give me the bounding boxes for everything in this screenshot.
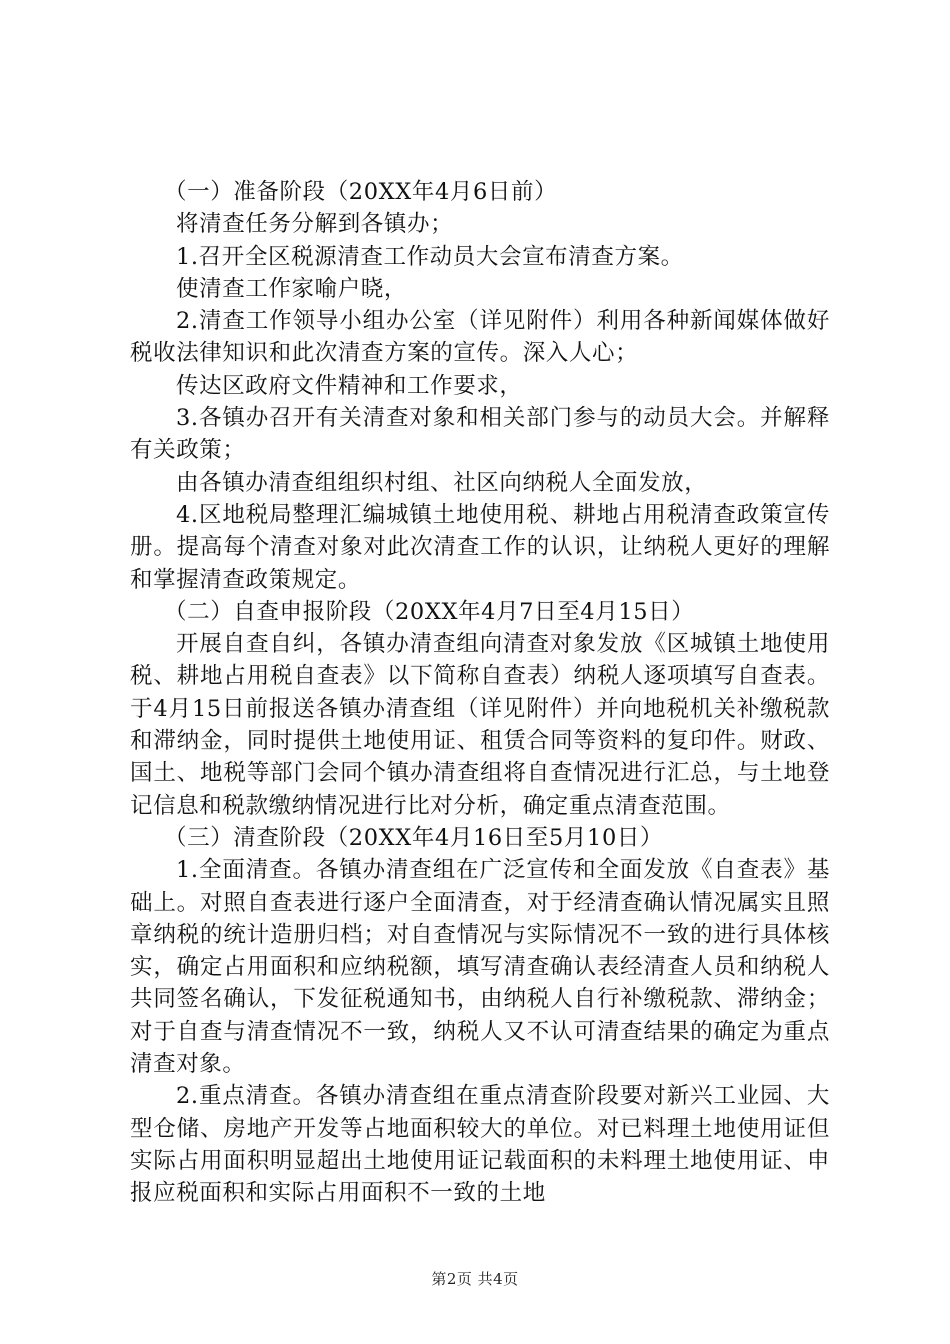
document-body	[130, 176, 830, 1210]
paragraph: 1.召开全区税源清查工作动员大会宣布清查方案。	[176, 243, 684, 270]
paragraph: 由各镇办清查组组织村组、社区向纳税人全面发放，	[176, 469, 708, 496]
page-number: 第2页 共4页	[431, 1270, 519, 1288]
paragraph: 1.全面清查。各镇办清查组在广泛宣传和全面发放《自查表》基础上。对照自查表进行逐户全面清查，对于经清查确认情况属实且照章纳税的统计造册归档；对自查情况与实际情况不一致的进行具体核实，确定占用面积和应纳税额，填写清查确认表经清查人员和纳税人共同签名确认，下发征税通知书，由纳税人自行补缴税款、滞纳金；对于自查与清查情况不一致，纳税人又不认可清查结果的确定为重点清查对象。	[130, 857, 830, 1078]
page-footer	[0, 1268, 950, 1289]
section-heading-preparation: （一）准备阶段（20XX年4月6日前）	[164, 179, 558, 205]
paragraph: 2.重点清查。各镇办清查组在重点清查阶段要对新兴工业园、大型仓储、房地产开发等占地面积较大的单位。对已料理土地使用证但实际占用面积明显超出土地使用证记载面积的未料理土地使用证、申报应税面积和实际占用面积不一致的土地	[130, 1083, 830, 1207]
paragraph: 3.各镇办召开有关清查对象和相关部门参与的动员大会。并解释有关政策；	[130, 405, 830, 464]
paragraph: 使清查工作家喻户晓，	[176, 275, 408, 302]
paragraph: 开展自查自纠，各镇办清查组向清查对象发放《区城镇土地使用税、耕地占用税自查表》以下简称自查表）纳税人逐项填写自查表。于4月15日前报送各镇办清查组（详见附件）并向地税机关补缴税款和滞纳金，同时提供土地使用证、租赁合同等资料的复印件。财政、国土、地税等部门会同个镇办清查组将自查情况进行汇总，与土地登记信息和税款缴纳情况进行比对分析，确定重点清查范围。	[130, 631, 830, 819]
paragraph: 将清查任务分解到各镇办；	[176, 211, 454, 238]
paragraph: 4.区地税局整理汇编城镇土地使用税、耕地占用税清查政策宣传册。提高每个清查对象对此次清查工作的认识，让纳税人更好的理解和掌握清查政策规定。	[130, 501, 830, 593]
paragraph: 传达区政府文件精神和工作要求，	[176, 372, 523, 399]
section-heading-inspection: （三）清查阶段（20XX年4月16日至5月10日）	[164, 824, 664, 851]
paragraph: 2.清查工作领导小组办公室（详见附件）利用各种新闻媒体做好税收法律知识和此次清查方案的宣传。深入人心；	[130, 308, 830, 367]
section-heading-self-check: （二）自查申报阶段（20XX年4月7日至4月15日）	[164, 598, 695, 625]
